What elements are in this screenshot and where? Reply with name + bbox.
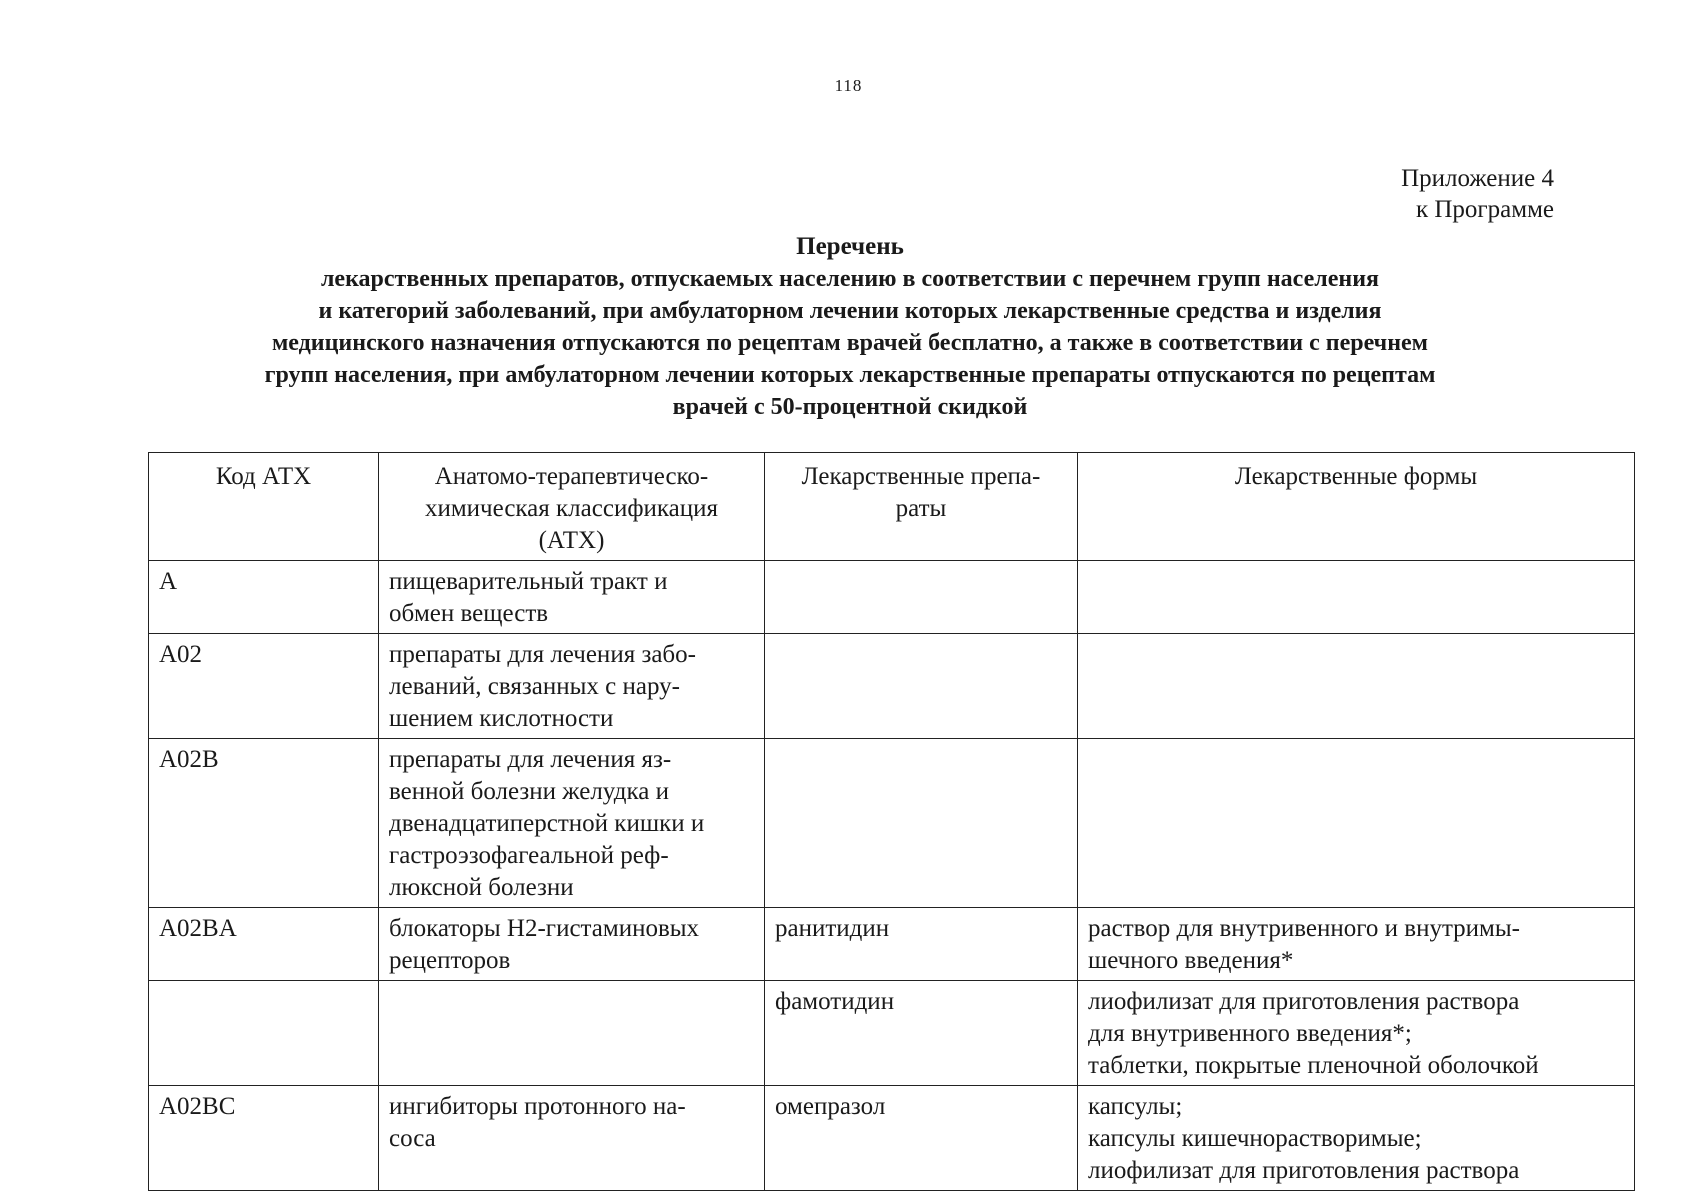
atx-code-text: A [159, 568, 178, 595]
cell-atx-code [149, 739, 379, 908]
header-classification [379, 453, 765, 561]
classification-line: двенадцатиперстной кишки и [389, 810, 705, 837]
title-line: врачей с 50-процентной скидкой [672, 394, 1028, 420]
table-body [149, 561, 1635, 1191]
cell-atx-code [149, 908, 379, 981]
cell-atx-code [149, 981, 379, 1086]
table-row [149, 981, 1635, 1086]
cell-dosage-forms [1078, 561, 1635, 634]
table-header-row [149, 453, 1635, 561]
cell-drug [765, 908, 1078, 981]
title-line: лекарственных препаратов, отпускаемых населению в соответствии с перечнем групп населения [320, 266, 1380, 292]
classification-line: блокаторы Н2-гистаминовых [389, 915, 700, 942]
dosage-form-line: капсулы; [1088, 1093, 1183, 1120]
cell-drug [765, 561, 1078, 634]
dosage-form-line: для внутривенного введения*; [1088, 1020, 1412, 1047]
dosage-form-line: лиофилизат для приготовления раствора [1088, 988, 1520, 1015]
document-title [120, 231, 1580, 423]
classification-line: пищеварительный тракт и [389, 568, 668, 595]
header-forms [1078, 453, 1635, 561]
atx-code-text: A02BC [159, 1093, 236, 1120]
table-row [149, 908, 1635, 981]
classification-line: обмен веществ [389, 600, 549, 627]
dosage-form-line: лиофилизат для приготовления раствора [1088, 1157, 1520, 1184]
title-heading: Перечень [796, 233, 904, 260]
classification-line: ингибиторы протонного на- [389, 1093, 686, 1120]
drug-name: ранитидин [775, 915, 890, 942]
classification-line: соса [389, 1125, 436, 1152]
appendix-line-2: к Программе [1415, 196, 1554, 223]
dosage-form-line: шечного введения* [1088, 947, 1294, 974]
header-classification-line: Анатомо-терапевтическо- [434, 463, 709, 490]
header-drugs-line: раты [895, 495, 947, 522]
cell-atx-code [149, 634, 379, 739]
cell-atx-code [149, 561, 379, 634]
classification-line: венной болезни желудка и [389, 778, 669, 805]
classification-line: препараты для лечения яз- [389, 746, 672, 773]
classification-line: леваний, связанных с нару- [389, 673, 680, 700]
dosage-form-line: раствор для внутривенного и внутримы- [1088, 915, 1520, 942]
cell-classification [379, 561, 765, 634]
appendix-reference [1401, 163, 1554, 225]
cell-atx-code [149, 1086, 379, 1191]
cell-dosage-forms [1078, 908, 1635, 981]
header-drugs-line: Лекарственные препа- [801, 463, 1041, 490]
cell-dosage-forms [1078, 739, 1635, 908]
dosage-form-line: капсулы кишечнорастворимые; [1088, 1125, 1422, 1152]
drug-name: фамотидин [775, 988, 895, 1015]
atx-code-text: A02 [159, 641, 203, 668]
classification-line: люксной болезни [389, 874, 574, 901]
cell-dosage-forms [1078, 634, 1635, 739]
page-number: 118 [834, 76, 863, 95]
classification-line: шением кислотности [389, 705, 614, 732]
cell-classification [379, 739, 765, 908]
classification-line: гастроэзофагеальной реф- [389, 842, 669, 869]
cell-drug [765, 634, 1078, 739]
table-row [149, 634, 1635, 739]
classification-line: рецепторов [389, 947, 511, 974]
header-forms-label: Лекарственные формы [1234, 463, 1478, 490]
cell-drug [765, 739, 1078, 908]
cell-dosage-forms [1078, 1086, 1635, 1191]
table-row [149, 739, 1635, 908]
header-classification-line: (АТХ) [538, 527, 605, 554]
atx-code-text: A02BA [159, 915, 237, 942]
cell-classification [379, 634, 765, 739]
cell-drug [765, 981, 1078, 1086]
title-line: групп населения, при амбулаторном лечении которых лекарственные препараты отпускаются по рецептам [264, 362, 1436, 388]
cell-classification [379, 908, 765, 981]
cell-drug [765, 1086, 1078, 1191]
cell-classification [379, 981, 765, 1086]
header-classification-line: химическая классификация [424, 495, 719, 522]
drug-name: омепразол [775, 1093, 886, 1120]
table-row [149, 561, 1635, 634]
title-line: и категорий заболеваний, при амбулаторном лечении которых лекарственные средства и изделия [318, 298, 1382, 324]
header-code [149, 453, 379, 561]
table-row [149, 1086, 1635, 1191]
appendix-line-1: Приложение 4 [1401, 165, 1554, 192]
classification-line: препараты для лечения забо- [389, 641, 696, 668]
atx-drug-table [148, 452, 1635, 1191]
dosage-form-line: таблетки, покрытые пленочной оболочкой [1088, 1052, 1539, 1079]
cell-classification [379, 1086, 765, 1191]
cell-dosage-forms [1078, 981, 1635, 1086]
header-drugs [765, 453, 1078, 561]
title-line: медицинского назначения отпускаются по рецептам врачей бесплатно, а также в соответствии с перечнем [271, 330, 1429, 356]
header-code-label: Код АТХ [215, 463, 312, 490]
atx-code-text: A02B [159, 746, 219, 773]
